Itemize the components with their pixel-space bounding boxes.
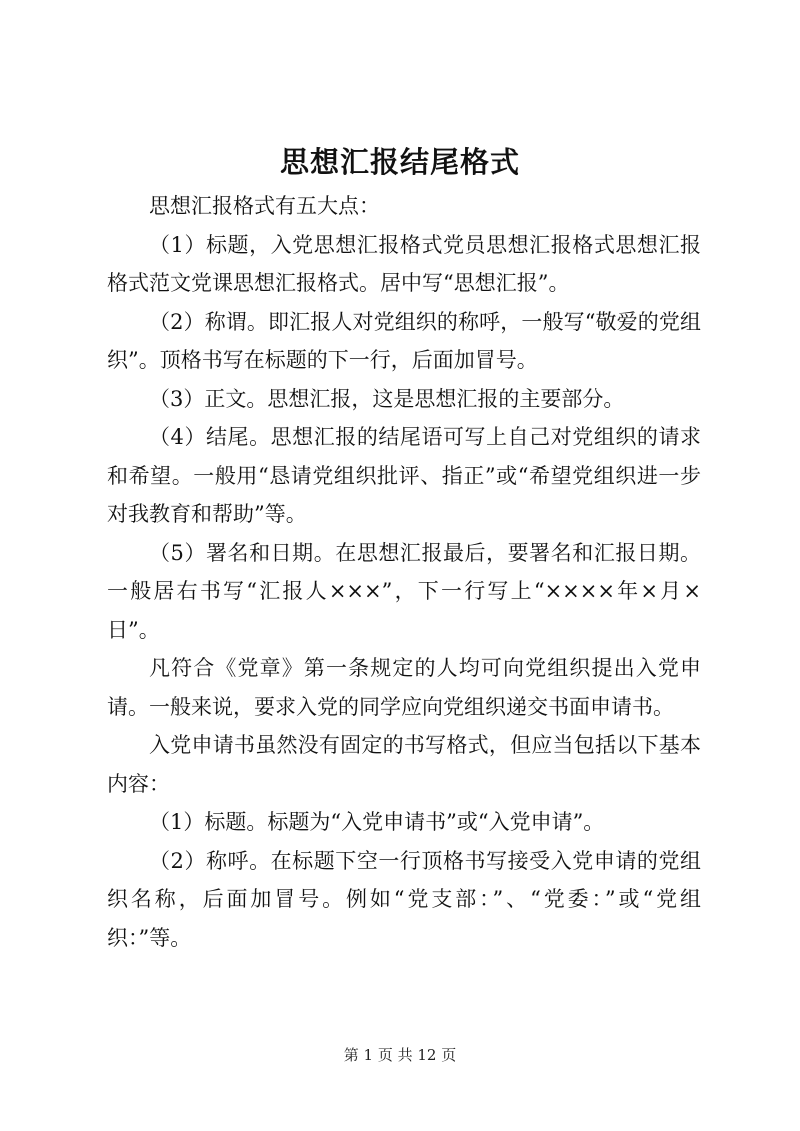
- paragraph: （5）署名和日期。在思想汇报最后，要署名和汇报日期。一般居右书写“汇报人×××”，下一行写上“××××年×月×日”。: [107, 540, 701, 642]
- paragraph: 凡符合《党章》第一条规定的人均可向党组织提出入党申请。一般来说，要求入党的同学应向党组织递交书面申请书。: [107, 656, 701, 719]
- paragraph: 思想汇报格式有五大点：: [149, 194, 380, 218]
- paragraph: （2）称谓。即汇报人对党组织的称呼，一般写“敬爱的党组织”。顶格书写在标题的下一行，后面加冒号。: [107, 309, 701, 372]
- paragraph: （4）结尾。思想汇报的结尾语可写上自己对党组织的请求和希望。一般用“恳请党组织批评、指正”或“希望党组织进一步对我教育和帮助”等。: [107, 425, 701, 526]
- paragraph: （1）标题。标题为“入党申请书”或“入党申请”。: [149, 810, 605, 834]
- page-number-footer: 第 1 页 共 12 页: [343, 1046, 457, 1064]
- paragraph: （1）标题，入党思想汇报格式党员思想汇报格式思想汇报格式范文党课思想汇报格式。居中写“思想汇报”。: [107, 232, 701, 295]
- paragraph: 入党申请书虽然没有固定的书写格式，但应当包括以下基本内容：: [107, 733, 701, 796]
- paragraph: （2）称呼。在标题下空一行顶格书写接受入党申请的党组织名称，后面加冒号。例如“党支部：”、“党委：”或“党组织：”等。: [107, 848, 701, 950]
- page-title: 思想汇报结尾格式: [279, 145, 520, 179]
- paragraph: （3）正文。思想汇报，这是思想汇报的主要部分。: [149, 386, 625, 411]
- document-body: [107, 187, 701, 957]
